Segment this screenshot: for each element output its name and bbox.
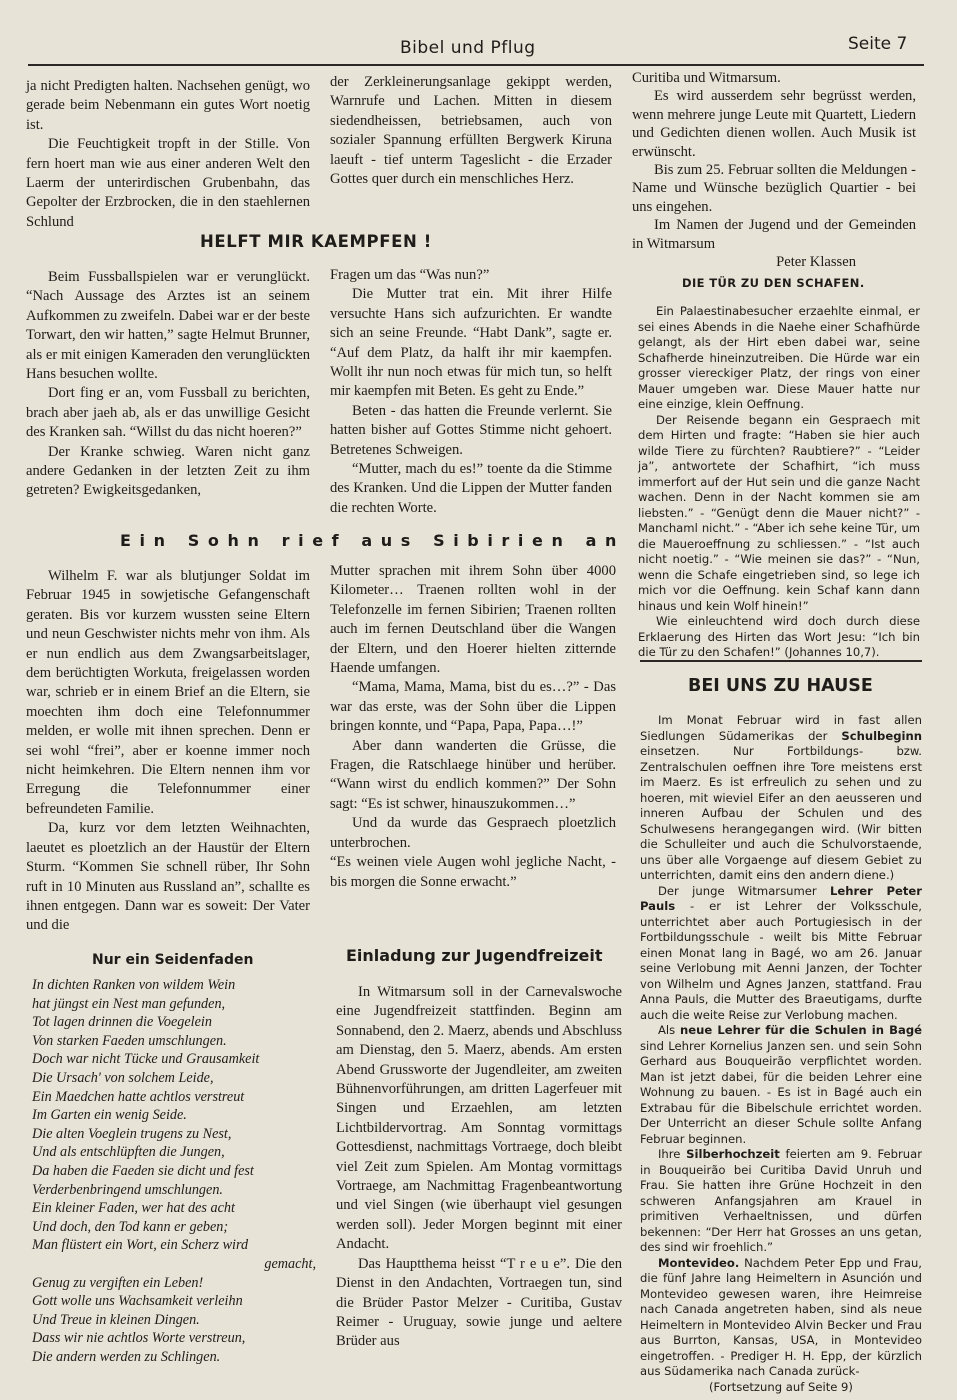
poem-line: Von starken Faeden umschlungen. [32,1032,227,1049]
poem-line: Ein Maedchen hatte achtlos verstreut [32,1088,245,1105]
poem-line: Man flüstert ein Wort, ein Scherz wird [32,1237,249,1254]
paragraph: Da, kurz vor dem letzten Weihnachten, laeutet es ploetzlich an der Haustür der Eltern Sturm. “Kommen Sie schnell rüber, Ihr Sohn ruft in 10 Minuten aus Russland an”, schallte es ihnen entgegen. Dann war es soweit: Der Vater und die [26,820,310,934]
poem-line: Doch war nicht Tücke und Grausamkeit [32,1051,260,1068]
paragraph: Mutter sprachen mit ihrem Sohn über 4000 Kilometer… Traenen rollten wohl in der Telefonzelle im fernen Sibirien; Traenen rollten auch im fernen Deutschland über die Wangen der Eltern, und den Hoerer hielten zitternde Haende umfangen. [330,563,616,677]
paragraph: Wilhelm F. war als blutjunger Soldat im Februar 1945 in sowjetische Gefangenschaft geraten. Bis vor kurzem wussten seine Eltern und neun Geschwister nichts mehr von ihm. Als er nun endlich aus dem Zwangsarbeitslager, dem berüchtigten Workuta, freigelassen worden war, schrieb er in einem Brief an die Eltern, sie moechten ihm doch eine Telefonnummer melden, er wolle mit ihnen sprechen. Denn er sei wohl “frei”, aber er koenne immer noch nicht heimkehren. Die Eltern nennen ihm vor Erregung die Telefonnummer einer befreundeten Familie. [26,568,310,817]
paragraph: Wie einleuchtend wird doch durch diese Erklaerung des Hirten das Wort Jesu: “Ich bin die Tür zu den Schafen!” (Johannes 10,7). [638,614,920,659]
paragraph: Die Mutter trat ein. Mit ihrer Hilfe versuchte Hans sich aufzurichten. Er wandte sich an seine Freunde. “Habt Dank”, sagte er. “Auf dem Platz, da halft ihr mir kaempfen. Wollt ihr nun noch etwas für mich tun, so helft mir kaempfen mit Beten. Es geht zu Ende.” [330,286,612,400]
paragraph: Curitiba und Witmarsum. [632,70,781,86]
poem-line: Im Garten ein wenig Seide. [32,1107,187,1124]
paragraph: Ein Palaestinabesucher erzaehlte einmal, er sei eines Abends in die Naehe einer Schafhürde gelangt, als der Hirt eben dabei war, seine Schafherde hineinzutreiben. Die Hürde war ein grosser viereckiger Platz, der rings von einer Mauer umgeben war. Diese Mauer hatte nur eine einzige, klein Oeffnung. [638,304,920,411]
einladung-column [336,983,622,1352]
poem-line: Da haben die Faeden sie dicht und fest [32,1162,254,1179]
poem-line: hat jüngst ein Nest man gefunden, [32,995,226,1012]
poem-line: Die andern werden zu Schlingen. [32,1348,221,1365]
paragraph: Der Kranke schwieg. Waren nicht ganz andere Gedanken in der letzten Zeit zu ihm getreten? Ewigkeitsgedanken, [26,443,310,499]
paragraph: “Mama, Mama, Mama, bist du es…?” - Das war das erste, was der Sohn über die Lippen bringen konnte, und “Papa, Papa, Papa…!” [330,679,616,735]
poem-line: Und als entschlüpften die Jungen, [32,1144,225,1161]
poem-line: Gott wolle uns Wachsamkeit verleihn [32,1293,243,1310]
poem-line: Tot lagen drinnen die Voegelein [32,1014,212,1031]
paragraph: Montevideo. Nachdem Peter Epp und Frau, die fünf Jahre lang Heimeltern in Asunción und Montevideo gewesen waren, ihre Heimreise nach Canada angetreten haben, sind als neue Heimeltern in Montevideo Alvin Becker und Frau aus Burrton, Kansas, USA, in Montevideo eingetroffen. - Prediger H. H. Epp, der kürzlich aus Südamerika nach Canada zurück- [640,1255,922,1378]
paragraph: “Mutter, mach du es!” toente da die Stimme des Kranken. Und die Lippen der Mutter fanden die rechten Worte. [330,461,612,516]
paragraph: Die Feuchtigkeit tropft in der Stille. Von fern hoert man wie aus einer anderen Welt den Laerm der unterirdischen Grubenbahn, das Gepolter der Erzbrocken, die in den staehlernen Schlund [26,136,310,230]
headline-einladung: Einladung zur Jugendfreizeit [346,946,603,965]
paragraph: Beim Fussballspielen war er verunglückt. “Nach Aussage des Arztes ist an seinem Aufkommen zu zweifeln. Dabei war er der beste Torwart, den wir hatten,” sagte Helmut Brunner, als er mit einigen Kameraden den verunglückten Hans besuchen wollte. [26,269,310,383]
paragraph: Als neue Lehrer für die Schulen in Bagé sind Lehrer Kornelius Janzen sen. und sein Sohn Gerhard aus Bouqueirão verpflichtet worden. Man ist jetzt dabei, für die beiden Lehrer eine Wohnung zu bauen. - Es ist in Bagé auch ein Extrabau für die Bibelschule errichtet worden. Der Unterricht an dieser Schule sollte Anfang Februar beginnen. [640,1023,922,1146]
poem-body [32,976,316,1366]
poem-line: Die alten Voeglein trugens zu Nest, [32,1125,232,1142]
headline-ein-sohn: Ein Sohn rief aus Sibirien an [120,531,626,550]
poem-title: Nur ein Seidenfaden [92,952,254,968]
newspaper-title: Bibel und Pflug [400,38,536,58]
paragraph: Im Monat Februar wird in fast allen Siedlungen Südamerikas der Schulbeginn einsetzen. Nur Fortbildungs- bzw. Zentralschulen oeffnen ihre Tore meistens erst im Maerz. Es ist erfreulich zu sehen und zu hoeren, mit wieviel Eifer an den aeusseren und inneren Aufbau der Schulen und des Schulwesens herangegangen wird. (Wir bitten die Schulleiter und auch die Schulvorstaende, uns über alle Vorgaenge auf diesem Gebiet zu unterrichten, damit eins den andern diene.) [640,713,922,882]
continuation-note: (Fortsetzung auf Seite 9) [709,1379,853,1394]
poem-line: In dichten Ranken von wildem Wein [32,977,236,993]
poem-line: Ein kleiner Faden, wer hat des acht [32,1200,235,1217]
paragraph: Ihre Silberhochzeit feierten am 9. Februar in Bouqueirão bei Curitiba David Unruh und Frau. Sie hatten ihre Grüne Hochzeit in den schweren Anfangsjahren am Krauel in primitiven Verhaeltnissen, und dürfen bekennen: “Der Herr hat Grosses an uns getan, des sind wir froehlich.” [640,1147,922,1254]
paragraph: Dort fing er an, vom Fussball zu berichten, brach aber jaeh ab, als er das unwillige Gesicht des Kranken sah. “Willst du das nicht hoeren?” [26,385,310,441]
col2-top-text [330,73,612,189]
hause-column [640,713,922,1395]
col3-top-text [632,69,916,271]
paragraph: Beten - das hatten die Freunde verlernt. Sie hatten bisher auf Gottes Stimme nicht gehoert. Betretenes Schweigen. [330,402,612,458]
paragraph: der Zerkleinerungsanlage gekippt werden, Warnrufe und Lachen. Mitten in diesem siedendheissen, betriebsamen, auch von sozialer Spannung erfüllten Bergwerk Kiruna laeuft - tief unterm Tageslicht - die Erzader Gottes quer durch ein menschliches Herz. [330,74,612,188]
page-number: Seite 7 [848,34,908,54]
col1-top-text [26,77,310,232]
paragraph: Bis zum 25. Februar sollten die Meldungen - Name und Wünsche bezüglich Quartier - bei uns eingehen. [632,162,916,215]
section-rule [640,660,922,662]
poem-line: Verderbenbringend umschlungen. [32,1181,223,1198]
header-rule [28,64,924,66]
paragraph: Fragen um das “Was nun?” [330,267,490,283]
poem-line: Die Ursach' von solchem Leide, [32,1069,214,1086]
signature: Peter Klassen [776,254,856,271]
poem-line: Genug zu vergiften ein Leben! [32,1274,204,1291]
paragraph: ja nicht Predigten halten. Nachsehen genügt, wo gerade beim Nebenmann ein gutes Wort noetig ist. [26,78,310,133]
paragraph: Der Reisende begann ein Gespraech mit dem Hirten und fragte: “Haben sie hier auch wilde Tiere zu fürchten? Raubtiere?” - “Leider ja”, antwortete der Schafhirt, “ich muss immerfort auf der Hut sein und die ganze Nacht wachen. Denn in der Nacht kommen sie am liebsten.” - “Genügt denn die Mauer nicht?” - Manchaml nicht.” - “Aber ich sehe keine Tür, um die Maueroeffnung zu schliessen.” - “Ist auch nicht noetig.” - “Wie meinen sie das?” - “Nun, wenn die Schafe eingetrieben sind, so lege ich mich vor die Oeffnung. kein Schaf kann dann hinaus und kein Wolf hinein!” [638,412,920,613]
headline-bei-uns-zu-hause: BEI UNS ZU HAUSE [688,676,873,696]
poem-line: Und doch, den Tod kann er geben; [32,1218,229,1235]
paragraph: “Es weinen viele Augen wohl jegliche Nacht, - bis morgen die Sonne erwacht.” [330,854,616,890]
paragraph: Im Namen der Jugend und der Gemeinden in Witmarsum [632,217,916,252]
headline-die-tuer: DIE TÜR ZU DEN SCHAFEN. [682,276,865,290]
paragraph: Und da wurde das Gespraech ploetzlich unterbrochen. [330,815,616,851]
paragraph: Es wird ausserdem sehr begrüsst werden, wenn mehrere junge Leute mit Quartett, Liedern und Gedichten dienen wollen. Auch Musik ist erwünscht. [632,88,916,160]
poem-line: Dass wir nie achtlos Worte verstreun, [32,1330,246,1347]
paragraph: Das Hauptthema heisst “T r e u e”. Die den Dienst in den Andachten, Vortraegen tun, sind die Brüder Pastor Melzer - Curitiba, Gustav Reimer - Uruguay, sowie junge und aeltere Brüder aus [336,1255,622,1350]
poem-line: Und Treue in kleinen Dingen. [32,1311,200,1328]
paragraph: Der junge Witmarsumer Lehrer Peter Pauls - er ist Lehrer der Volksschule, unterrichtet aber auch Portugiesisch in der Fortbildungsschule - weilt bis Mitte Februar einen Monat lang in Bagé, wo am 26. Januar seine Verlobung mit Aenni Janzen, der Tochter von Wilhelm und Agnes Janzen, stattfand. Frau Anna Pauls, die Mutter des Braeutigams, durfte auch die weite Reise zur Verlobung machen. [640,883,923,1022]
headline-helft-mir-kaempfen: HELFT MIR KAEMPFEN ! [200,232,432,251]
sohn-right-column [330,562,616,892]
sohn-left-column [26,567,310,936]
paragraph: In Witmarsum soll in der Carnevalswoche eine Jugendfreizeit stattfinden. Beginn am Sonnabend, den 2. Maerz, abends und Abschluss am Dienstag, den 5. Maerz, abends. Am ersten Abend Grussworte der Jugendleiter, am zweiten Bühnenvorführungen, am dritten Lagerfeuer mit Singen und Erzaehlen, am letzten Lichtbildervortrag. Am Sonntag vormittags Gottesdienst, nachmittags Vortraege, doch bleibt viel Zeit zum Spielen. Am Montag vormittags Vortraege, am Nachmittag Fragenbeantwortung und viel Singen (wie überhaupt viel gesungen werden soll). Jeder Morgen beginnt mit einer Andacht. [336,984,622,1253]
helft-left-column [26,268,310,501]
poem-line: gemacht, [264,1255,316,1272]
paragraph: Aber dann wanderten die Grüsse, die Fragen, die Ratschlaege hinüber und herüber. “Wann wirst du endlich kommen?” Der Sohn sagt: “Es ist schwer, hinauszukommen…” [330,737,616,812]
helft-right-column [330,266,612,518]
tuer-column [638,304,920,661]
